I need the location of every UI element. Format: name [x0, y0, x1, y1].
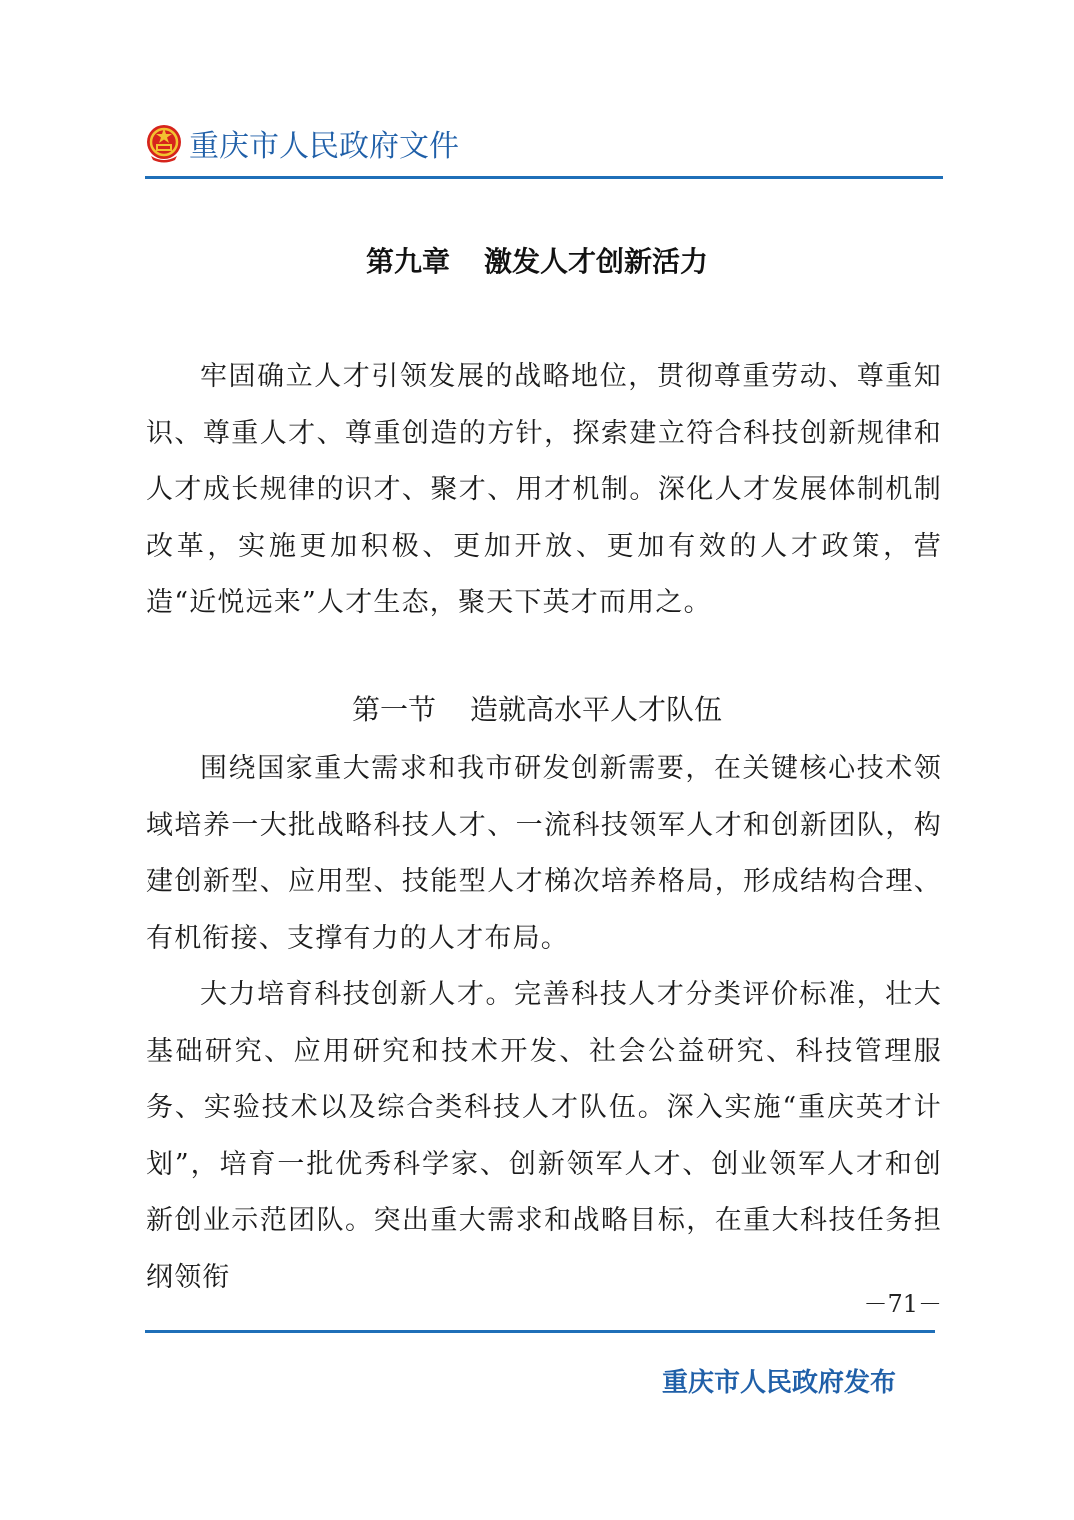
- header-divider: [145, 176, 943, 179]
- section-paragraph-2: 大力培育科技创新人才。完善科技人才分类评价标准，壮大基础研究、应用研究和技术开发、社会公益研究、科技管理服务、实验技术以及综合类科技人才队伍。深入实施“重庆英才计划”，培育一批优秀科学家、创新领军人才、创业领军人才和创新创业示范团队。突出重大需求和战略目标，在重大科技任务担纲领衔: [146, 979, 942, 1293]
- section-paragraph-1: 围绕国家重大需求和我市研发创新需要，在关键核心技术领域培养一大批战略科技人才、一流科技领军人才和创新团队，构建创新型、应用型、技能型人才梯次培养格局，形成结构合理、有机衔接、支撑有力的人才布局。: [146, 753, 942, 954]
- chapter-name: 激发人才创新活力: [484, 245, 709, 278]
- chapter-number: 第九章: [365, 245, 450, 278]
- section-number: 第一节: [351, 693, 436, 726]
- section-name: 造就高水平人才队伍: [470, 693, 723, 726]
- page-number: －71－: [863, 1290, 942, 1318]
- section-title: [0, 688, 1074, 728]
- chapter-title: [0, 240, 1074, 280]
- footer-publisher: 重庆市人民政府发布: [662, 1368, 897, 1398]
- header-title: 重庆市人民政府文件: [189, 129, 459, 164]
- intro-paragraph: 牢固确立人才引领发展的战略地位，贯彻尊重劳动、尊重知识、尊重人才、尊重创造的方针，探索建立符合科技创新规律和人才成长规律的识才、聚才、用才机制。深化人才发展体制机制改革，实施更加积极、更加开放、更加有效的人才政策，营造“近悦远来”人才生态，聚天下英才而用之。: [146, 361, 942, 619]
- document-header: [145, 118, 459, 168]
- national-emblem-icon: [145, 122, 183, 164]
- footer-divider: [145, 1330, 935, 1333]
